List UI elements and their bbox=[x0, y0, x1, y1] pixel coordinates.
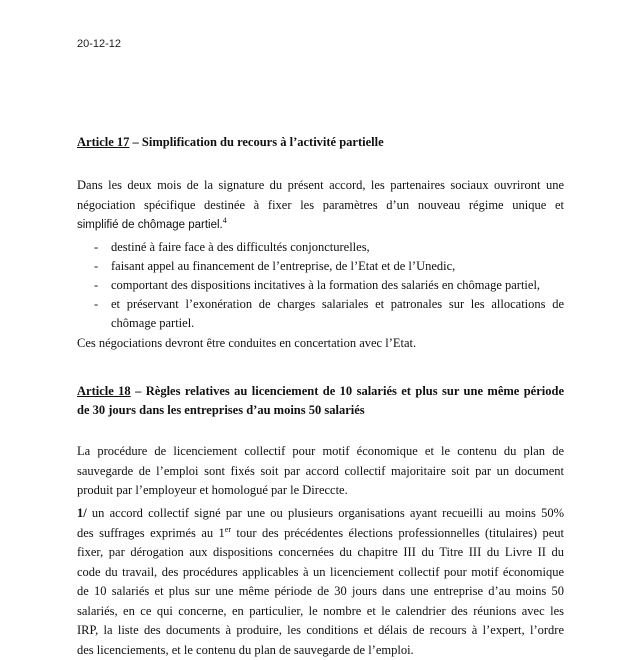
list-item-text: destiné à faire face à des difficultés conjoncturelles, bbox=[111, 240, 370, 254]
point-label: 1/ bbox=[77, 506, 87, 520]
bullet-dash: - bbox=[94, 238, 98, 257]
article-17-bullet-list bbox=[77, 238, 564, 333]
article-18-number: Article 18 bbox=[77, 384, 131, 398]
paragraph-line bbox=[77, 215, 564, 236]
list-item-text: comportant des dispositions incitatives à la formation des salariés en chômage partiel, bbox=[111, 278, 540, 292]
document-date: 20-12-12 bbox=[77, 38, 121, 50]
article-17-title: – Simplification du recours à l’activité partielle bbox=[129, 135, 383, 149]
paragraph-text: simplifié de chômage partiel. bbox=[77, 219, 223, 231]
paragraph-text: tour des précédentes élections professionnelles (titulaires) peut bbox=[231, 526, 564, 540]
paragraph-line: Ces négociations devront être conduites en concertation avec l’Etat. bbox=[77, 334, 564, 354]
article-17-number: Article 17 bbox=[77, 135, 129, 149]
paragraph-line bbox=[77, 504, 564, 524]
list-item-text: et préservant l’exonération de charges salariales et patronales sur les allocations de chômage partiel. bbox=[111, 297, 564, 330]
paragraph-line: de 10 salariés et plus sur une même période de 30 jours dans une entreprise d’au moins 50 bbox=[77, 582, 564, 602]
paragraph-line: IRP, la liste des documents à produire, les conditions et délais de recours à l’expert, l’ordre bbox=[77, 621, 564, 641]
paragraph-line bbox=[77, 524, 564, 544]
article-18-title-line-2: de 30 jours dans les entreprises d’au moins 50 salariés bbox=[77, 401, 564, 420]
paragraph-line: Dans les deux mois de la signature du présent accord, les partenaires sociaux ouvriront une bbox=[77, 176, 564, 196]
article-17-closing bbox=[77, 334, 564, 354]
paragraph-line: fixer, par dérogation aux dispositions concernées du chapitre III du Titre III du Livre II du bbox=[77, 543, 564, 563]
footnote-marker: 4 bbox=[223, 216, 227, 225]
list-item bbox=[77, 238, 564, 257]
article-17-intro bbox=[77, 176, 564, 236]
bullet-dash: - bbox=[94, 276, 98, 295]
paragraph-line: salariés, en ce qui concerne, en particulier, le nombre et le calendrier des réunions avec les bbox=[77, 602, 564, 622]
bullet-dash: - bbox=[94, 295, 98, 314]
paragraph-line: négociation spécifique destinée à fixer les paramètres d’un nouveau régime unique et bbox=[77, 196, 564, 216]
list-item bbox=[77, 276, 564, 295]
article-18-heading bbox=[77, 382, 564, 420]
list-item-text: faisant appel au financement de l’entreprise, de l’Etat et de l’Unedic, bbox=[111, 259, 455, 273]
heading-line bbox=[77, 382, 564, 401]
article-18-point-1 bbox=[77, 504, 564, 660]
ordinal-superscript: er bbox=[225, 524, 231, 533]
list-item bbox=[77, 257, 564, 276]
paragraph-text: un accord collectif signé par une ou plusieurs organisations ayant recueilli au moins 50% bbox=[87, 506, 564, 520]
paragraph-line: code du travail, des procédures applicables à un licenciement collectif pour motif économique bbox=[77, 563, 564, 583]
paragraph-text: des suffrages exprimés au 1 bbox=[77, 526, 225, 540]
article-17-heading bbox=[77, 133, 564, 152]
bullet-dash: - bbox=[94, 257, 98, 276]
article-18-paragraph-1 bbox=[77, 442, 564, 501]
paragraph-line: La procédure de licenciement collectif pour motif économique et le contenu du plan de bbox=[77, 442, 564, 462]
paragraph-line: produit par l’employeur et homologué par le Direccte. bbox=[77, 481, 564, 501]
list-item bbox=[77, 295, 564, 333]
article-18-title-line-1: – Règles relatives au licenciement de 10 salariés et plus sur une même période bbox=[131, 384, 564, 398]
paragraph-line: sauvegarde de l’emploi sont fixés soit par accord collectif majoritaire soit par un document bbox=[77, 462, 564, 482]
paragraph-line: des licenciements, et le contenu du plan de sauvegarde de l’emploi. bbox=[77, 641, 564, 660]
